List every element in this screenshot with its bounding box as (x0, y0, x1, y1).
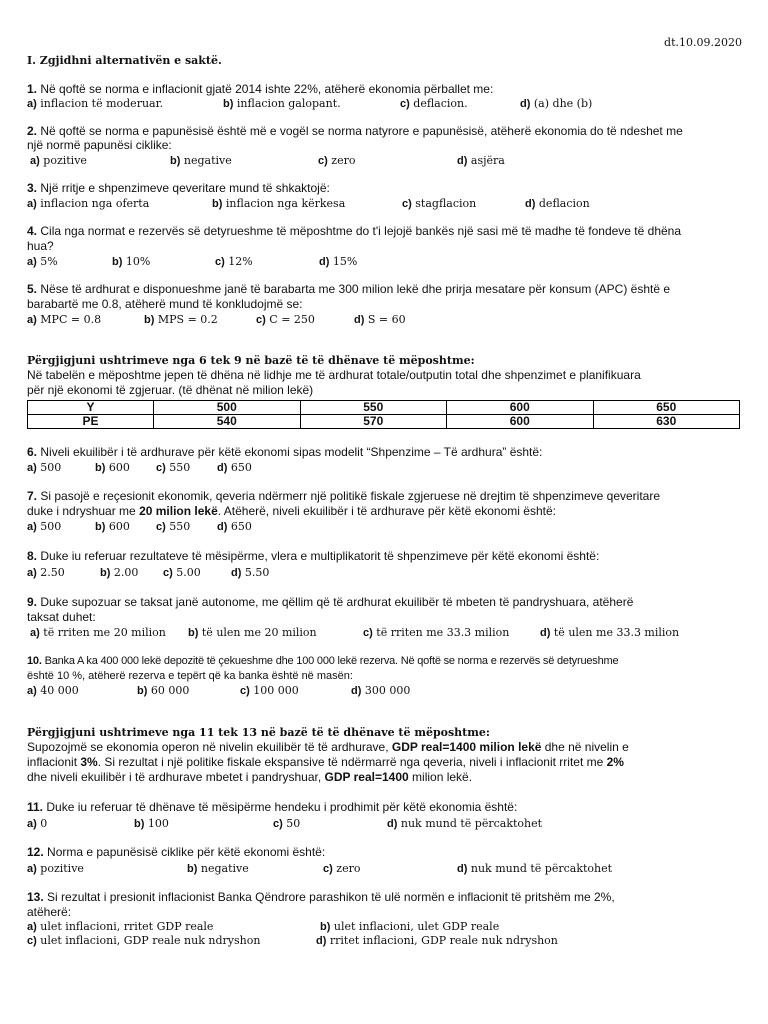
question-12-options: a) pozitive b) negative c) zero d) nuk mund të përcaktohet (27, 862, 613, 875)
question-4: 4. Cila nga normat e rezervës së detyrueshme të mëposhtme do t'i lejojë bankës një sasi më të madhe të fondeve të dhëna (27, 224, 682, 238)
table-cell: 500 (154, 401, 301, 415)
question-13-options-row2: c) ulet inflacioni, GDP reale nuk ndryshon d) rritet inflacioni, GDP reale nuk ndryshon (27, 934, 558, 947)
question-13-line2: atëherë: (27, 905, 72, 919)
question-3: 3. Një rritje e shpenzimeve qeveritare mund të shkaktojë: (27, 181, 330, 195)
option-d: d) (a) dhe (b) (520, 97, 593, 110)
table-cell: 630 (593, 415, 740, 429)
table-cell: 600 (447, 401, 594, 415)
question-4-line2: hua? (27, 239, 54, 253)
question-9: 9. Duke supozuar se taksat janë autonome, me qëllim që të ardhurat ekuilibër të mbeten të pandryshuara, atëherë (27, 595, 634, 609)
section-2-title: Përgjigjuni ushtrimeve nga 6 tek 9 në bazë të të dhënave të mëposhtme: (27, 354, 475, 367)
document-date: dt.10.09.2020 (664, 36, 742, 49)
table-cell: Y (28, 401, 154, 415)
question-7-options: a) 500 b) 600 c) 550 d) 650 (27, 520, 252, 533)
data-table (27, 400, 740, 429)
question-6-options: a) 500 b) 600 c) 550 d) 650 (27, 461, 252, 474)
table-cell: 570 (300, 415, 447, 429)
table-cell: 550 (300, 401, 447, 415)
question-3-options: a) inflacion nga oferta b) inflacion nga kërkesa c) stagflacion d) deflacion (27, 197, 590, 210)
question-9-options: a) të rriten me 20 milion b) të ulen me 20 milion c) të rriten me 33.3 milion d) të ulen me 33.3 milion (30, 626, 680, 639)
question-1-options (27, 97, 747, 110)
question-4-options: a) 5% b) 10% c) 12% d) 15% (27, 255, 358, 268)
question-5-options: a) MPC = 0.8 b) MPS = 0.2 c) C = 250 d) S = 60 (27, 313, 406, 326)
table-cell: 600 (447, 415, 594, 429)
section-1-title: I. Zgjidhni alternativën e saktë. (27, 54, 222, 67)
question-2-options: a) pozitive b) negative c) zero d) asjëra (30, 154, 505, 167)
question-8-options: a) 2.50 b) 2.00 c) 5.00 d) 5.50 (27, 566, 270, 579)
table-cell: 540 (154, 415, 301, 429)
table-cell: 650 (593, 401, 740, 415)
question-2: 2. Në qoftë se norma e papunësisë është më e vogël se norma natyrore e papunësisë, atëherë ekonomia do të ndeshet me (27, 124, 683, 138)
question-13-options-row1: a) ulet inflacioni, rritet GDP reale b) ulet inflacioni, ulet GDP reale (27, 920, 500, 933)
question-10: 10. Banka A ka 400 000 lekë depozitë të çekueshme dhe 100 000 lekë rezerva. Në qoftë se norma e rezervës së detyrueshme (27, 655, 619, 667)
section-2-para-line2: për një ekonomi të zgjeruar. (të dhënat në milion lekë) (27, 383, 314, 397)
section-2-para-line1: Në tabelën e mëposhtme jepen të dhëna në lidhje me të ardhurat totale/outputin total dhe shpenzimet e planifikuara (27, 368, 641, 382)
question-11: 11. Duke iu referuar të dhënave të mësipërme hendeku i prodhimit për këtë ekonomia është: (27, 800, 518, 814)
question-13: 13. Si rezultat i presionit inflacionist Banka Qëndrore parashikon të ulë normën e inflacionit të pritshëm me 2%, (27, 890, 615, 904)
question-7-line2: duke i ndryshuar me 20 milion lekë. Atëherë, niveli ekuilibër i të ardhurave për këtë ekonomi është: (27, 504, 556, 518)
question-2-line2: një normë papunësi ciklike: (27, 138, 172, 152)
question-9-line2: taksat duhet: (27, 610, 96, 624)
section-3-title: Përgjigjuni ushtrimeve nga 11 tek 13 në bazë të të dhënave të mëposhtme: (27, 726, 490, 739)
section-3-para-line1: Supozojmë se ekonomia operon në nivelin ekuilibër të të ardhurave, GDP real=1400 milion lekë dhe në nivelin e (27, 740, 629, 754)
section-3-para-line2: inflacionit 3%. Si rezultat i një politike fiskale ekspansive të ndërmarrë nga qeveria, niveli i inflacionit rritet me 2% (27, 755, 624, 769)
question-5-line2: barabartë me 0.8, atëherë mund të konkludojmë se: (27, 297, 303, 311)
question-11-options: a) 0 b) 100 c) 50 d) nuk mund të përcaktohet (27, 817, 543, 830)
table-row (28, 401, 740, 415)
question-10-options: a) 40 000 b) 60 000 c) 100 000 d) 300 000 (27, 684, 411, 697)
option-a: a) inflacion të moderuar. (27, 97, 164, 110)
option-b: b) inflacion galopant. (223, 97, 341, 110)
question-12: 12. Norma e papunësisë ciklike për këtë ekonomi është: (27, 845, 326, 859)
question-5: 5. Nëse të ardhurat e disponueshme janë të barabarta me 300 milion lekë dhe prirja mesatare për konsum (APC) është e (27, 282, 671, 296)
option-c: c) deflacion. (400, 97, 468, 110)
table-row (28, 415, 740, 429)
question-7: 7. Si pasojë e reçesionit ekonomik, qeveria ndërmerr një politikë fiskale zgjeruese në drejtim të shpenzimeve qeveritare (27, 489, 660, 503)
table-cell: PE (28, 415, 154, 429)
question-10-line2: është 10 %, atëherë rezerva e tepërt që ka banka është në masën: (27, 670, 353, 682)
question-1: 1. Në qoftë se norma e inflacionit gjatë 2014 ishte 22%, atëherë ekonomia përballet me: (27, 82, 494, 96)
question-8: 8. Duke iu referuar rezultateve të mësipërme, vlera e multiplikatorit të shpenzimeve për këtë ekonomi është: (27, 549, 600, 563)
question-6: 6. Niveli ekuilibër i të ardhurave për këtë ekonomi sipas modelit “Shpenzime – Të ardhura” është: (27, 445, 543, 459)
section-3-para-line3: dhe niveli ekuilibër i të ardhurave mbetet i pandryshuar, GDP real=1400 milion lekë. (27, 770, 473, 784)
